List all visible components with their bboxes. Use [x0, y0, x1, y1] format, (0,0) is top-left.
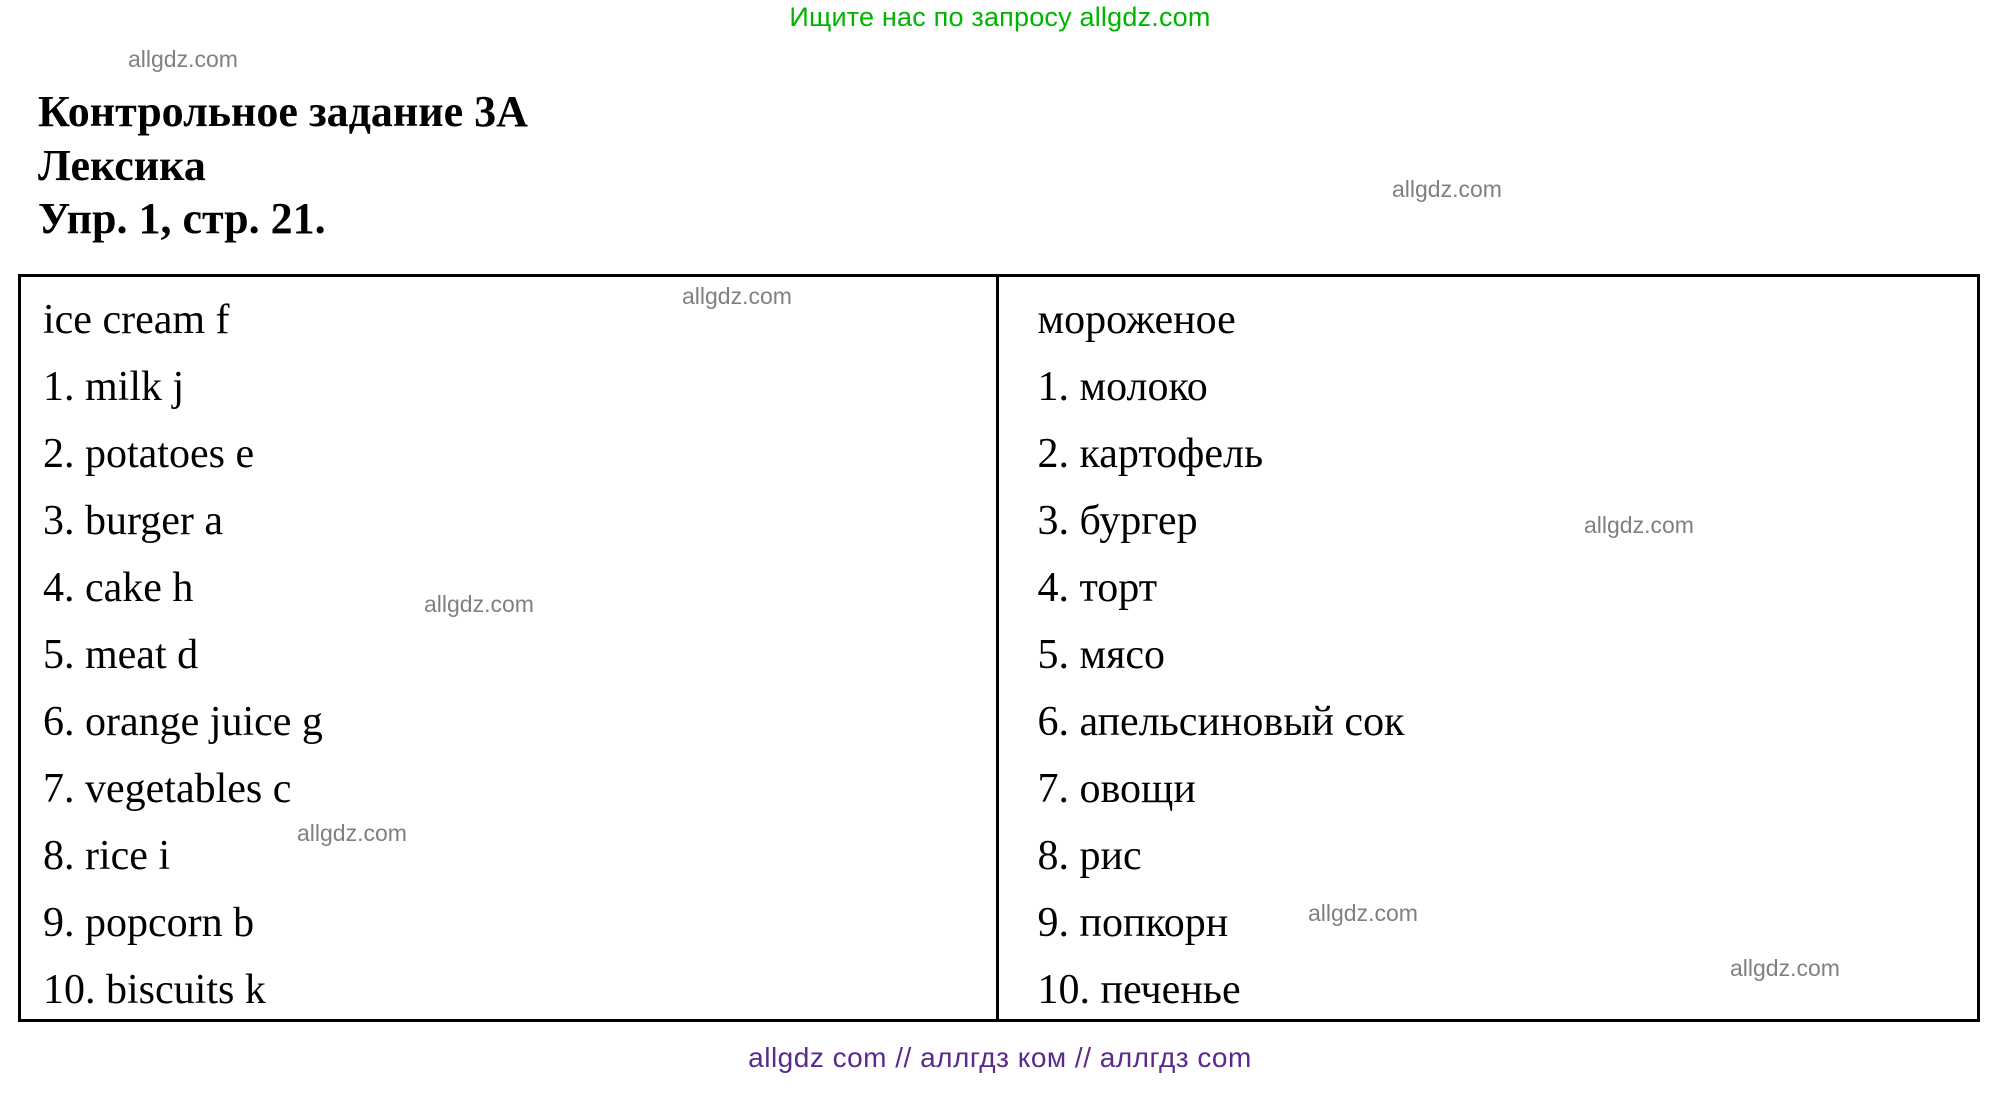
- list-item: ice cream f: [43, 297, 230, 343]
- heading-line-section: Лексика: [38, 140, 206, 190]
- watermark: allgdz.com: [1730, 955, 1840, 981]
- list-item: мороженое: [1037, 297, 1236, 343]
- list-item: 2. картофель: [1037, 431, 1264, 477]
- list-item: 6. orange juice g: [43, 699, 323, 745]
- watermark: allgdz.com: [424, 591, 534, 617]
- list-item: 5. мясо: [1037, 632, 1166, 678]
- top-promo-banner: Ищите нас по запросу allgdz.com: [789, 2, 1211, 32]
- heading-line-assignment: Контрольное задание 3А: [38, 87, 528, 136]
- watermark: allgdz.com: [128, 46, 238, 72]
- list-item: 1. молоко: [1037, 364, 1208, 410]
- list-item: 9. попкорн: [1037, 900, 1229, 946]
- list-item: 4. торт: [1037, 565, 1158, 611]
- watermark: allgdz.com: [1584, 512, 1694, 538]
- list-item: 5. meat d: [43, 632, 199, 678]
- list-item: 10. biscuits k: [43, 967, 266, 1013]
- watermark: allgdz.com: [1308, 900, 1418, 926]
- list-item: 3. бургер: [1037, 498, 1198, 544]
- list-item: 3. burger a: [43, 498, 223, 544]
- table-column-english: [21, 277, 999, 1019]
- list-item: 1. milk j: [43, 364, 185, 410]
- list-item: 2. potatoes e: [43, 431, 255, 477]
- list-item: 7. vegetables c: [43, 766, 292, 812]
- list-item: 6. апельсиновый сок: [1037, 699, 1405, 745]
- list-item: 9. popcorn b: [43, 900, 255, 946]
- heading-line-exercise: Упр. 1, стр. 21.: [38, 194, 326, 244]
- watermark: allgdz.com: [1392, 176, 1502, 202]
- list-item: 4. cake h: [43, 565, 194, 611]
- watermark: allgdz.com: [297, 820, 407, 846]
- table-column-russian: [999, 277, 1977, 1019]
- vocabulary-table: [18, 274, 1980, 1022]
- bottom-promo-banner: allgdz com // аллгдз ком // аллгдз com: [748, 1042, 1252, 1073]
- list-item: 8. rice i: [43, 833, 171, 879]
- list-item: 7. овощи: [1037, 766, 1196, 812]
- page-title: [38, 85, 1238, 246]
- list-item: 8. рис: [1037, 833, 1142, 879]
- list-item: 10. печенье: [1037, 967, 1241, 1013]
- watermark: allgdz.com: [682, 283, 792, 309]
